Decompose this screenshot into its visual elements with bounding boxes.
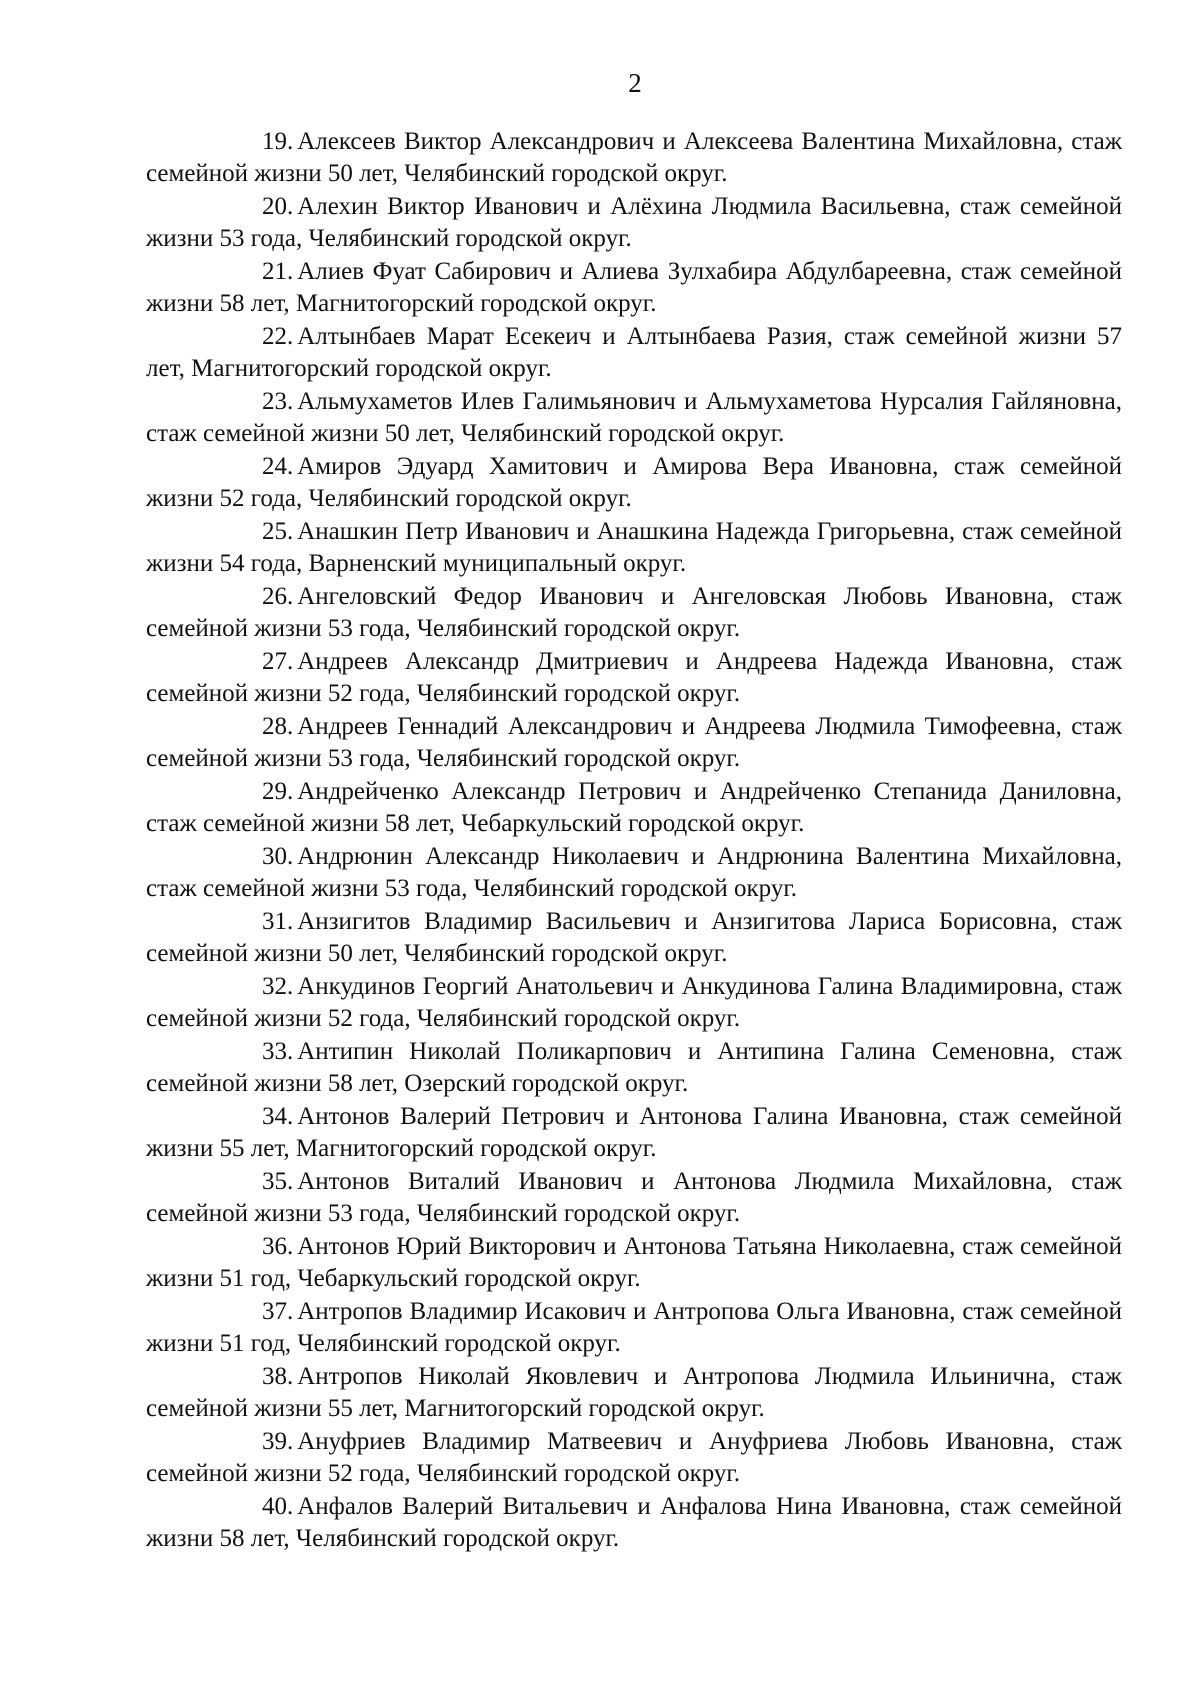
- list-item-text: Антонов Юрий Викторович и Антонова Татьяна Николаевна, стаж семейной жизни 51 год, Чебаркульский городской округ.: [146, 1233, 1122, 1292]
- list-item-text: Андреев Геннадий Александрович и Андреева Людмила Тимофеевна, стаж семейной жизни 53 года, Челябинский городской округ.: [146, 713, 1122, 772]
- list-item-number: 25.: [262, 518, 294, 545]
- list-item-number: 31.: [262, 908, 294, 935]
- list-item: [146, 191, 1122, 255]
- list-item-text: Андрюнин Александр Николаевич и Андрюнина Валентина Михайловна, стаж семейной жизни 53 года, Челябинский городской округ.: [146, 843, 1122, 902]
- list-item-number: 30.: [262, 843, 294, 870]
- page-number: 2: [628, 68, 642, 98]
- list-item: [146, 711, 1122, 775]
- list-item: [146, 646, 1122, 710]
- list-item: [146, 256, 1122, 320]
- list-item: [146, 451, 1122, 515]
- list-item-number: 23.: [262, 388, 294, 415]
- list-item-number: 26.: [262, 583, 294, 610]
- list-item-text: Алексеев Виктор Александрович и Алексеева Валентина Михайловна, стаж семейной жизни 50 лет, Челябинский городской округ.: [146, 128, 1122, 187]
- list-item: [146, 126, 1122, 190]
- list-item-text: Антипин Николай Поликарпович и Антипина Галина Семеновна, стаж семейной жизни 58 лет, Озерский городской округ.: [146, 1038, 1122, 1097]
- list-item-text: Антропов Владимир Исакович и Антропова Ольга Ивановна, стаж семейной жизни 51 год, Челябинский городской округ.: [146, 1298, 1122, 1357]
- list-item-text: Ангеловский Федор Иванович и Ангеловская Любовь Ивановна, стаж семейной жизни 53 года, Челябинский городской округ.: [146, 583, 1122, 642]
- list-item-text: Анашкин Петр Иванович и Анашкина Надежда Григорьевна, стаж семейной жизни 54 года, Варненский муниципальный округ.: [146, 518, 1122, 577]
- list-item-number: 29.: [262, 778, 294, 805]
- list-item-number: 27.: [262, 648, 294, 675]
- list-item-text: Альмухаметов Илев Галимьянович и Альмухаметова Нурсалия Гайляновна, стаж семейной жизни 50 лет, Челябинский городской округ.: [146, 388, 1122, 447]
- list-item: [146, 906, 1122, 970]
- list-item-number: 33.: [262, 1038, 294, 1065]
- list-item-number: 38.: [262, 1363, 294, 1390]
- list-item-number: 35.: [262, 1168, 294, 1195]
- list-item: [146, 776, 1122, 840]
- list-item-number: 19.: [262, 128, 294, 155]
- list-item-number: 24.: [262, 453, 294, 480]
- list-item-number: 21.: [262, 258, 294, 285]
- list-item: [146, 1231, 1122, 1295]
- list-item-number: 32.: [262, 973, 294, 1000]
- list-item-number: 28.: [262, 713, 294, 740]
- list-item-number: 22.: [262, 323, 294, 350]
- list-item: [146, 1296, 1122, 1360]
- list-item: [146, 1166, 1122, 1230]
- entry-list: [146, 126, 1122, 1556]
- list-item: [146, 971, 1122, 1035]
- list-item-text: Алиев Фуат Сабирович и Алиева Зулхабира Абдулбареевна, стаж семейной жизни 58 лет, Магнитогорский городской округ.: [146, 258, 1122, 317]
- list-item-number: 36.: [262, 1233, 294, 1260]
- list-item: [146, 321, 1122, 385]
- list-item-text: Ануфриев Владимир Матвеевич и Ануфриева Любовь Ивановна, стаж семейной жизни 52 года, Челябинский городской округ.: [146, 1428, 1122, 1487]
- list-item-text: Анфалов Валерий Витальевич и Анфалова Нина Ивановна, стаж семейной жизни 58 лет, Челябинский городской округ.: [146, 1493, 1122, 1552]
- list-item: [146, 841, 1122, 905]
- list-item-number: 34.: [262, 1103, 294, 1130]
- list-item-number: 39.: [262, 1428, 294, 1455]
- list-item-number: 37.: [262, 1298, 294, 1325]
- list-item: [146, 1361, 1122, 1425]
- list-item: [146, 1101, 1122, 1165]
- list-item-text: Антонов Виталий Иванович и Антонова Людмила Михайловна, стаж семейной жизни 53 года, Челябинский городской округ.: [146, 1168, 1122, 1227]
- list-item: [146, 1491, 1122, 1555]
- list-item: [146, 386, 1122, 450]
- list-item: [146, 581, 1122, 645]
- list-item-text: Алехин Виктор Иванович и Алёхина Людмила Васильевна, стаж семейной жизни 53 года, Челябинский городской округ.: [146, 193, 1122, 252]
- list-item: [146, 1036, 1122, 1100]
- list-item-number: 20.: [262, 193, 294, 220]
- list-item-text: Андреев Александр Дмитриевич и Андреева Надежда Ивановна, стаж семейной жизни 52 года, Челябинский городской округ.: [146, 648, 1122, 707]
- list-item: [146, 1426, 1122, 1490]
- list-item-text: Анзигитов Владимир Васильевич и Анзигитова Лариса Борисовна, стаж семейной жизни 50 лет, Челябинский городской округ.: [146, 908, 1122, 967]
- list-item-text: Андрейченко Александр Петрович и Андрейченко Степанида Даниловна, стаж семейной жизни 58 лет, Чебаркульский городской округ.: [146, 778, 1122, 837]
- list-item-text: Анкудинов Георгий Анатольевич и Анкудинова Галина Владимировна, стаж семейной жизни 52 года, Челябинский городской округ.: [146, 973, 1122, 1032]
- list-item-text: Антонов Валерий Петрович и Антонова Галина Ивановна, стаж семейной жизни 55 лет, Магнитогорский городской округ.: [146, 1103, 1122, 1162]
- list-item-text: Алтынбаев Марат Есекеич и Алтынбаева Разия, стаж семейной жизни 57 лет, Магнитогорский городской округ.: [146, 323, 1122, 382]
- list-item-text: Амиров Эдуард Хамитович и Амирова Вера Ивановна, стаж семейной жизни 52 года, Челябинский городской округ.: [146, 453, 1122, 512]
- list-item-text: Антропов Николай Яковлевич и Антропова Людмила Ильинична, стаж семейной жизни 55 лет, Магнитогорский городской округ.: [146, 1363, 1122, 1422]
- list-item: [146, 516, 1122, 580]
- list-item-number: 40.: [262, 1493, 294, 1520]
